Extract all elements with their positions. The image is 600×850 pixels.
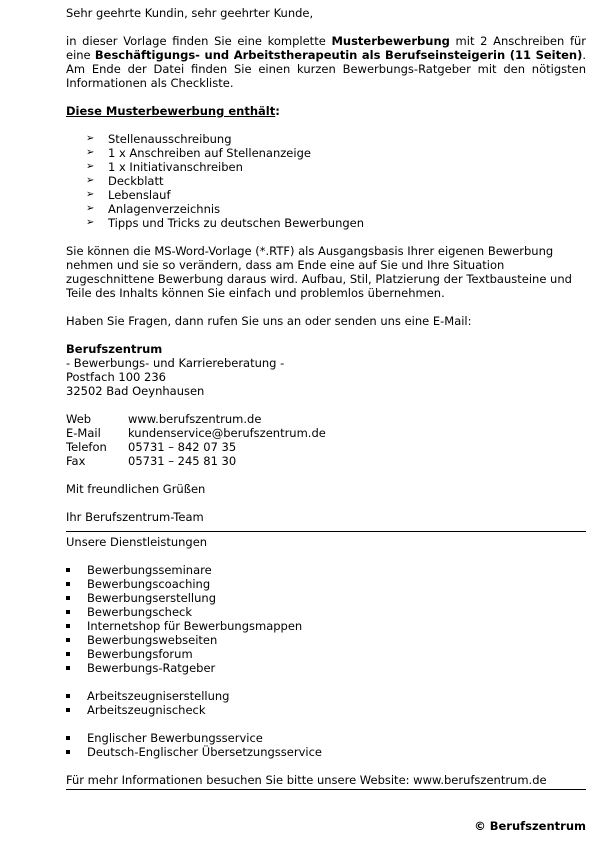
contact-row-email: E-Mail kundenservice@berufszentrum.de xyxy=(66,426,326,440)
square-bullet-icon xyxy=(66,596,70,600)
square-bullet-icon xyxy=(66,582,70,586)
intro-text-1: in dieser Vorlage finden Sie eine komplette xyxy=(66,34,332,48)
intro-text-3: . Am Ende der Datei finden Sie einen kurzen Bewerbungs-Ratgeber mit den nötigsten Informationen als Checkliste. xyxy=(66,48,586,90)
list-item: ➢ Deckblatt xyxy=(86,174,164,188)
list-item: Arbeitszeugnischeck xyxy=(66,703,586,717)
contents-heading: Diese Musterbewerbung enthält xyxy=(66,104,276,118)
intro-text-2: mit 2 Anschreiben für eine xyxy=(66,34,587,62)
document-page xyxy=(66,6,586,790)
services-list-3 xyxy=(66,731,586,759)
copyright-notice: © Berufszentrum xyxy=(474,819,586,833)
list-item: Bewerbungs-Ratgeber xyxy=(66,661,586,675)
contact-table xyxy=(66,412,326,468)
list-item: Deutsch-Englischer Übersetzungsservice xyxy=(66,745,586,759)
contents-list xyxy=(66,132,586,230)
list-item: Englischer Bewerbungsservice xyxy=(66,731,586,745)
company-city: 32502 Bad Oeynhausen xyxy=(66,384,205,398)
square-bullet-icon xyxy=(66,736,70,740)
footer-divider xyxy=(66,789,586,790)
contact-row-fax: Fax 05731 – 245 81 30 xyxy=(66,454,237,468)
closing: Mit freundlichen Grüßen xyxy=(66,482,206,496)
square-bullet-icon xyxy=(66,694,70,698)
square-bullet-icon xyxy=(66,652,70,656)
list-item: Bewerbungsforum xyxy=(66,647,586,661)
intro-paragraph xyxy=(66,34,586,90)
list-item: Arbeitszeugniserstellung xyxy=(66,689,586,703)
list-item: Bewerbungserstellung xyxy=(66,591,586,605)
contact-row-web: Web www.berufszentrum.de xyxy=(66,412,326,426)
services-list-2 xyxy=(66,689,586,717)
list-item: Bewerbungsseminare xyxy=(66,563,586,577)
web-link[interactable]: www.berufszentrum.de xyxy=(128,412,262,426)
arrow-bullet-icon: ➢ xyxy=(86,161,95,172)
salutation: Sehr geehrte Kundin, sehr geehrter Kunde, xyxy=(66,6,314,20)
intro-bold-2: Beschäftigungs- und Arbeitstherapeutin als Berufseinsteigerin (11 Seiten) xyxy=(94,48,583,62)
square-bullet-icon xyxy=(66,666,70,670)
square-bullet-icon xyxy=(66,568,70,572)
services-heading: Unsere Dienstleistungen xyxy=(66,535,208,549)
more-info: Für mehr Informationen besuchen Sie bitte unsere Website: www.berufszentrum.de xyxy=(66,773,547,787)
square-bullet-icon xyxy=(66,750,70,754)
arrow-bullet-icon: ➢ xyxy=(86,175,95,186)
usage-paragraph: Sie können die MS-Word-Vorlage (*.RTF) als Ausgangsbasis Ihrer eigenen Bewerbung nehmen und sie so verändern, dass am Ende eine auf Sie und Ihre Situation zugeschnittene Bewerbung daraus wird. Aufbau, Stil, Platzierung der Textbausteine und Teile des Inhalts können Sie einfach und problemlos übernehmen. xyxy=(66,244,572,300)
contact-row-phone: Telefon 05731 – 842 07 35 xyxy=(66,440,237,454)
arrow-bullet-icon: ➢ xyxy=(86,189,95,200)
contents-heading-line xyxy=(66,104,586,118)
contents-heading-colon: : xyxy=(275,104,280,118)
list-item: Bewerbungscoaching xyxy=(66,577,586,591)
list-item: Bewerbungscheck xyxy=(66,605,586,619)
company-postbox: Postfach 100 236 xyxy=(66,370,166,384)
company-name: Berufszentrum xyxy=(66,342,163,356)
divider xyxy=(66,531,586,549)
arrow-bullet-icon: ➢ xyxy=(86,133,95,144)
signature: Ihr Berufszentrum-Team xyxy=(66,510,204,524)
questions-paragraph: Haben Sie Fragen, dann rufen Sie uns an oder senden uns eine E-Mail: xyxy=(66,314,472,328)
list-item: ➢ Tipps und Tricks zu deutschen Bewerbungen xyxy=(86,216,365,230)
list-item: Internetshop für Bewerbungsmappen xyxy=(66,619,586,633)
square-bullet-icon xyxy=(66,638,70,642)
arrow-bullet-icon: ➢ xyxy=(86,147,95,158)
email-link[interactable]: kundenservice@berufszentrum.de xyxy=(128,426,326,440)
square-bullet-icon xyxy=(66,610,70,614)
list-item: ➢ 1 x Initiativanschreiben xyxy=(86,160,243,174)
list-item: ➢ Stellenausschreibung xyxy=(86,132,232,146)
arrow-bullet-icon: ➢ xyxy=(86,217,95,228)
arrow-bullet-icon: ➢ xyxy=(86,203,95,214)
square-bullet-icon xyxy=(66,708,70,712)
list-item: ➢ Anlagenverzeichnis xyxy=(86,202,221,216)
list-item: ➢ Lebenslauf xyxy=(86,188,171,202)
intro-bold-1: Musterbewerbung xyxy=(331,34,450,48)
list-item: Bewerbungswebseiten xyxy=(66,633,586,647)
company-tagline: - Bewerbungs- und Karriereberatung - xyxy=(66,356,285,370)
square-bullet-icon xyxy=(66,624,70,628)
list-item: ➢ 1 x Anschreiben auf Stellenanzeige xyxy=(86,146,311,160)
services-list-1 xyxy=(66,563,586,675)
